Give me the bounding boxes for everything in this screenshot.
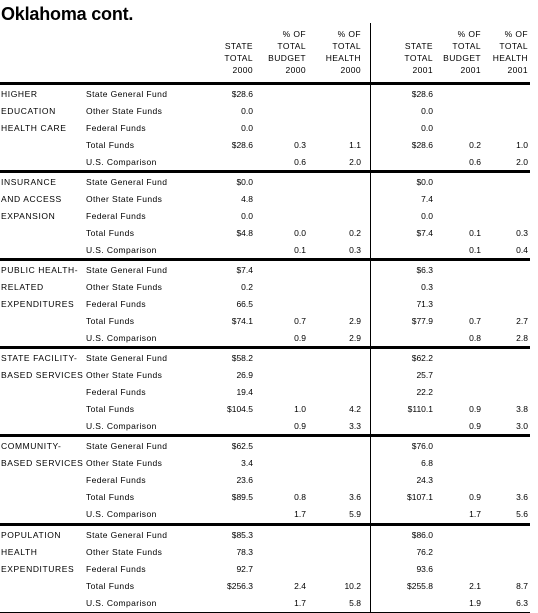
cell-value: $62.2 <box>411 353 433 363</box>
row-label: State General Fund <box>86 177 168 187</box>
row-label: Other State Funds <box>86 370 163 380</box>
cell-value: 2.1 <box>469 581 481 591</box>
category-label: BASED SERVICES <box>1 370 84 380</box>
column-header-line: TOTAL <box>404 53 433 63</box>
row-label: Total Funds <box>86 581 135 591</box>
column-header-line: TOTAL <box>452 41 481 51</box>
cell-value: 0.7 <box>469 316 481 326</box>
cell-value: 0.1 <box>469 245 481 255</box>
column-header-line: 2001 <box>460 65 481 75</box>
cell-value: 3.3 <box>349 421 361 431</box>
row-label: Federal Funds <box>86 299 147 309</box>
cell-value: 1.9 <box>469 598 481 608</box>
category-label: PUBLIC HEALTH- <box>1 265 79 275</box>
cell-value: 0.9 <box>469 492 481 502</box>
column-header-line: % OF <box>282 29 306 39</box>
cell-value: 6.8 <box>421 458 433 468</box>
cell-value: 26.9 <box>236 370 253 380</box>
column-header <box>193 40 253 76</box>
cell-value: $0.0 <box>236 177 253 187</box>
column-header-line: TOTAL <box>277 41 306 51</box>
column-header-line: 2001 <box>412 65 433 75</box>
column-header-line: HEALTH <box>325 53 361 63</box>
category-label: AND ACCESS <box>1 194 62 204</box>
row-label: Other State Funds <box>86 282 163 292</box>
row-label: Other State Funds <box>86 547 163 557</box>
cell-value: 25.7 <box>416 370 433 380</box>
cell-value: 0.0 <box>421 211 433 221</box>
cell-value: $107.1 <box>407 492 433 502</box>
row-label: Total Funds <box>86 316 135 326</box>
category-label: HEALTH <box>1 547 38 557</box>
cell-value: 71.3 <box>416 299 433 309</box>
cell-value: $256.3 <box>227 581 253 591</box>
cell-value: 0.9 <box>294 421 306 431</box>
cell-value: 0.0 <box>241 106 253 116</box>
category-label: HEALTH CARE <box>1 123 67 133</box>
category-label: EXPENDITURES <box>1 564 75 574</box>
category-label: INSURANCE <box>1 177 57 187</box>
column-header-line: % OF <box>457 29 481 39</box>
row-label: U.S. Comparison <box>86 509 157 519</box>
row-label: State General Fund <box>86 89 168 99</box>
cell-value: 76.2 <box>416 547 433 557</box>
cell-value: 0.8 <box>469 333 481 343</box>
column-header-line: 2001 <box>507 65 528 75</box>
category-label: EXPENDITURES <box>1 299 75 309</box>
category-label: POPULATION <box>1 530 62 540</box>
row-label: U.S. Comparison <box>86 245 157 255</box>
cell-value: 0.0 <box>421 106 433 116</box>
cell-value: $255.8 <box>407 581 433 591</box>
cell-value: $0.0 <box>416 177 433 187</box>
category-label: EXPANSION <box>1 211 56 221</box>
cell-value: 4.8 <box>241 194 253 204</box>
row-label: Total Funds <box>86 228 135 238</box>
row-label: State General Fund <box>86 530 168 540</box>
cell-value: 0.9 <box>469 421 481 431</box>
column-header <box>246 28 306 76</box>
cell-value: 1.1 <box>349 140 361 150</box>
row-label: Federal Funds <box>86 211 147 221</box>
cell-value: $89.5 <box>231 492 253 502</box>
row-label: U.S. Comparison <box>86 157 157 167</box>
column-header-line: STATE <box>404 41 433 51</box>
cell-value: 2.7 <box>516 316 528 326</box>
cell-value: 5.9 <box>349 509 361 519</box>
column-header <box>468 28 528 76</box>
cell-value: 1.7 <box>469 509 481 519</box>
cell-value: $7.4 <box>416 228 433 238</box>
cell-value: 3.0 <box>516 421 528 431</box>
cell-value: 78.3 <box>236 547 253 557</box>
row-label: Other State Funds <box>86 194 163 204</box>
row-label: Total Funds <box>86 404 135 414</box>
cell-value: 0.4 <box>516 245 528 255</box>
row-label: Federal Funds <box>86 475 147 485</box>
section-divider <box>0 170 530 173</box>
cell-value: 0.7 <box>294 316 306 326</box>
cell-value: 2.9 <box>349 316 361 326</box>
cell-value: $4.8 <box>236 228 253 238</box>
column-header-line: TOTAL <box>499 41 528 51</box>
column-header <box>301 28 361 76</box>
cell-value: $28.6 <box>231 89 253 99</box>
cell-value: 2.0 <box>516 157 528 167</box>
column-header-line: BUDGET <box>268 53 306 63</box>
row-label: Federal Funds <box>86 387 147 397</box>
cell-value: 8.7 <box>516 581 528 591</box>
column-header-line: STATE <box>224 41 253 51</box>
cell-value: 24.3 <box>416 475 433 485</box>
cell-value: $76.0 <box>411 441 433 451</box>
row-label: U.S. Comparison <box>86 598 157 608</box>
column-header-line: TOTAL <box>224 53 253 63</box>
section-divider <box>0 346 530 349</box>
category-label: STATE FACILITY- <box>1 353 78 363</box>
cell-value: 7.4 <box>421 194 433 204</box>
row-label: Federal Funds <box>86 564 147 574</box>
cell-value: 0.0 <box>294 228 306 238</box>
cell-value: $7.4 <box>236 265 253 275</box>
cell-value: 1.7 <box>294 509 306 519</box>
cell-value: 23.6 <box>236 475 253 485</box>
cell-value: 3.6 <box>349 492 361 502</box>
cell-value: 0.1 <box>294 245 306 255</box>
cell-value: $104.5 <box>227 404 253 414</box>
cell-value: 2.8 <box>516 333 528 343</box>
cell-value: 0.9 <box>469 404 481 414</box>
row-label: U.S. Comparison <box>86 333 157 343</box>
cell-value: $58.2 <box>231 353 253 363</box>
cell-value: $110.1 <box>407 404 433 414</box>
cell-value: 4.2 <box>349 404 361 414</box>
cell-value: 3.8 <box>516 404 528 414</box>
cell-value: 0.3 <box>294 140 306 150</box>
cell-value: 19.4 <box>236 387 253 397</box>
cell-value: $86.0 <box>411 530 433 540</box>
cell-value: $6.3 <box>416 265 433 275</box>
column-header-line: 2000 <box>285 65 306 75</box>
row-label: U.S. Comparison <box>86 421 157 431</box>
column-header-line: % OF <box>504 29 528 39</box>
cell-value: 0.1 <box>469 228 481 238</box>
cell-value: 2.0 <box>349 157 361 167</box>
row-label: Federal Funds <box>86 123 147 133</box>
cell-value: 0.2 <box>241 282 253 292</box>
page-title: Oklahoma cont. <box>1 4 134 24</box>
cell-value: $28.6 <box>231 140 253 150</box>
cell-value: 10.2 <box>344 581 361 591</box>
section-divider <box>0 434 530 437</box>
section-divider <box>0 523 530 526</box>
column-header-line: % OF <box>337 29 361 39</box>
column-header-line: 2000 <box>232 65 253 75</box>
category-label: HIGHER <box>1 89 38 99</box>
column-header-line: TOTAL <box>332 41 361 51</box>
cell-value: 1.0 <box>516 140 528 150</box>
cell-value: 0.6 <box>294 157 306 167</box>
row-label: State General Fund <box>86 353 168 363</box>
category-label: BASED SERVICES <box>1 458 84 468</box>
cell-value: $28.6 <box>411 89 433 99</box>
cell-value: 93.6 <box>416 564 433 574</box>
category-label: COMMUNITY- <box>1 441 62 451</box>
cell-value: $62.5 <box>231 441 253 451</box>
cell-value: 0.8 <box>294 492 306 502</box>
cell-value: 3.4 <box>241 458 253 468</box>
cell-value: 0.0 <box>421 123 433 133</box>
category-label: RELATED <box>1 282 44 292</box>
cell-value: $85.3 <box>231 530 253 540</box>
column-header-line: BUDGET <box>443 53 481 63</box>
cell-value: $74.1 <box>231 316 253 326</box>
row-label: Other State Funds <box>86 106 163 116</box>
cell-value: 1.7 <box>294 598 306 608</box>
cell-value: 92.7 <box>236 564 253 574</box>
category-label: EDUCATION <box>1 106 56 116</box>
cell-value: 0.3 <box>349 245 361 255</box>
cell-value: 6.3 <box>516 598 528 608</box>
row-label: State General Fund <box>86 265 168 275</box>
cell-value: 0.2 <box>349 228 361 238</box>
row-label: Other State Funds <box>86 458 163 468</box>
cell-value: 22.2 <box>416 387 433 397</box>
cell-value: 0.9 <box>294 333 306 343</box>
cell-value: 0.0 <box>241 123 253 133</box>
column-header-line: 2000 <box>340 65 361 75</box>
cell-value: 3.6 <box>516 492 528 502</box>
row-label: State General Fund <box>86 441 168 451</box>
row-label: Total Funds <box>86 140 135 150</box>
section-divider <box>0 258 530 261</box>
column-header-line: HEALTH <box>492 53 528 63</box>
cell-value: 1.0 <box>294 404 306 414</box>
row-label: Total Funds <box>86 492 135 502</box>
cell-value: 0.3 <box>516 228 528 238</box>
cell-value: 5.6 <box>516 509 528 519</box>
cell-value: 0.3 <box>421 282 433 292</box>
cell-value: $77.9 <box>411 316 433 326</box>
cell-value: 0.2 <box>469 140 481 150</box>
cell-value: 2.9 <box>349 333 361 343</box>
cell-value: 0.6 <box>469 157 481 167</box>
cell-value: 66.5 <box>236 299 253 309</box>
cell-value: 2.4 <box>294 581 306 591</box>
cell-value: 0.0 <box>241 211 253 221</box>
section-divider <box>0 82 530 85</box>
cell-value: $28.6 <box>411 140 433 150</box>
cell-value: 5.8 <box>349 598 361 608</box>
